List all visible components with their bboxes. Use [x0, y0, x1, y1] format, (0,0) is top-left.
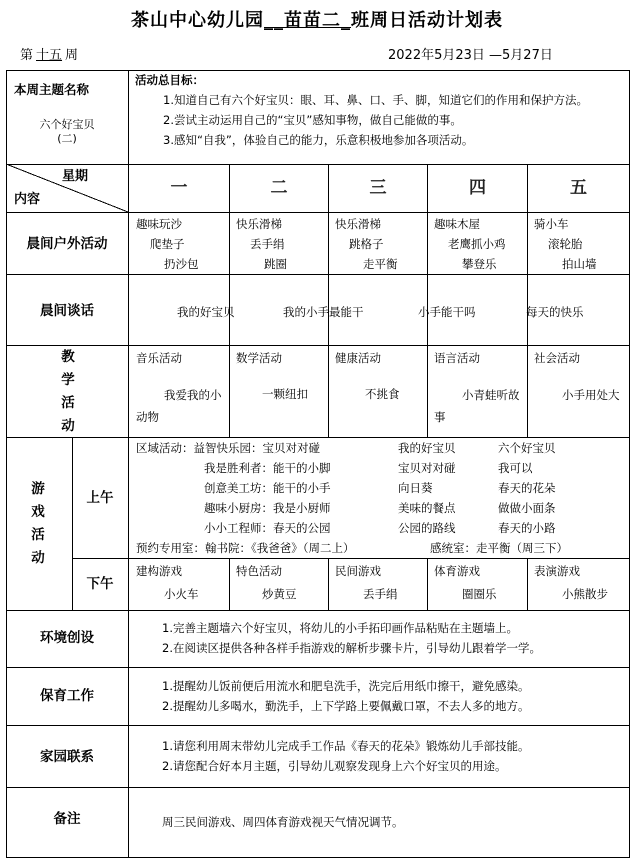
talk-item-3: 小手能干吗 [418, 305, 476, 319]
am-reserve-room: 预约专用室：翰书院：《我爸爸》（周二上） [136, 541, 355, 555]
day-fri: 五 [570, 178, 587, 198]
am-row-4-col-1: 趣味小厨房：我是小厨师 [204, 501, 331, 515]
environment-label: 环境创设 [40, 630, 94, 646]
home-text: 1.请您利用周末带幼儿完成手工作品《春天的花朵》锻炼幼儿手部技能。 2.请您配合好本月主题，引导幼儿观察发现身上六个好宝贝的用途。 [162, 739, 530, 773]
pm-thu: 体育游戏 圈圈乐 [434, 564, 497, 601]
teaching-thu: 语言活动 小青蛙听故事 [434, 351, 520, 424]
outdoor-fri: 骑小车 滚轮胎 拍山墙 [534, 217, 597, 271]
talk-item-1: 我的好宝贝 [177, 305, 235, 319]
day-tue: 二 [270, 178, 288, 198]
am-row-1-col-3: 六个好宝贝 [498, 441, 556, 455]
am-row-3-col-1: 创意美工坊：能干的小手 [204, 481, 331, 495]
am-row-3-col-2: 向日葵 [398, 481, 433, 495]
date-range: 2022年5月23日 —5月27日 [388, 48, 553, 63]
outdoor-thu: 趣味木屋 老鹰抓小鸡 攀登乐 [434, 217, 506, 271]
theme-name: 六个好宝贝 (二) [39, 118, 95, 145]
pm-fri: 表演游戏 小熊散步 [534, 564, 608, 601]
care-label: 保育工作 [40, 688, 94, 704]
am-row-4-col-3: 做做小面条 [498, 501, 556, 515]
day-thu: 四 [469, 178, 486, 198]
teaching-wed: 健康活动 不挑食 [335, 351, 400, 401]
outdoor-wed: 快乐滑梯 跳格子 走平衡 [335, 217, 398, 271]
goals-label: 活动总目标： [135, 73, 204, 87]
am-row-5-col-1: 小小工程师：春天的公园 [204, 521, 331, 535]
outdoor-tue: 快乐滑梯 丢手绢 跳圈 [236, 217, 287, 271]
am-row-5-col-3: 春天的小路 [498, 521, 556, 535]
pm-tue: 特色活动 炒黄豆 [236, 564, 297, 601]
talk-item-4: 每天的快乐 [526, 305, 584, 319]
week-number: 第 十五 周 [20, 48, 79, 63]
am-row-2-col-3: 我可以 [498, 461, 533, 475]
day-mon: 一 [170, 178, 188, 198]
am-row-1-col-1: 区域活动：益智快乐园：宝贝对对碰 [136, 441, 320, 455]
theme-goals [135, 70, 625, 150]
am-row-2-col-2: 宝贝对对碰 [398, 461, 456, 475]
environment-text: 1.完善主题墙六个好宝贝，将幼儿的小手拓印画作品粘贴在主题墙上。 2.在阅读区提供各种各样手指游戏的解析步骤卡片，引导幼儿跟着学一学。 [162, 621, 541, 655]
teaching-mon: 音乐活动 我爱我的小动物 [136, 351, 222, 424]
page-title: 茶山中心幼儿园__苗苗二_班周日活动计划表 [131, 10, 503, 31]
am-row-4-col-2: 美味的餐点 [398, 501, 456, 515]
care-text: 1.提醒幼儿饭前便后用流水和肥皂洗手，洗完后用纸巾擦干，避免感染。 2.提醒幼儿多喝水，勤洗手，上下学路上要佩戴口罩，不去人多的地方。 [162, 679, 530, 713]
class-name: 苗苗二 [284, 10, 341, 31]
pm-wed: 民间游戏 丢手绢 [335, 564, 398, 601]
teaching-label: 教 学 活 动 [61, 349, 75, 434]
am-sense-room: 感统室：走平衡（周三下） [430, 541, 568, 555]
pm-mon: 建构游戏 小火车 [136, 564, 199, 601]
home-label: 家园联系 [40, 749, 94, 765]
am-row-1-col-2: 我的好宝贝 [398, 441, 456, 455]
weekday-label: 星期 [62, 169, 89, 184]
games-label: 游 戏 活 动 [31, 481, 45, 566]
morning-outdoor-label: 晨间户外活动 [26, 236, 108, 252]
teaching-tue: 数学活动 一颗纽扣 [236, 351, 308, 401]
pm-label: 下午 [86, 576, 114, 592]
goal-2: 2.尝试主动运用自己的“宝贝”感知事物，做自己能做的事。 [163, 113, 462, 127]
morning-talk-label: 晨间谈话 [40, 303, 94, 319]
goal-1: 1.知道自己有六个好宝贝：眼、耳、鼻、口、手、脚，知道它们的作用和保护方法。 [163, 93, 588, 107]
notes-text: 周三民间游戏、周四体育游戏视天气情况调节。 [162, 815, 404, 829]
talk-item-2: 我的小手最能干 [283, 305, 364, 319]
am-row-2-col-1: 我是胜利者：能干的小脚 [204, 461, 331, 475]
am-row-5-col-2: 公园的路线 [398, 521, 456, 535]
theme-label: 本周主题名称 [14, 82, 90, 97]
am-label: 上午 [86, 490, 114, 506]
notes-label: 备注 [53, 811, 81, 827]
day-wed: 三 [369, 178, 387, 198]
teaching-fri: 社会活动 小手用处大 [534, 351, 620, 402]
goal-3: 3.感知“自我”，体验自己的能力，乐意积极地参加各项活动。 [163, 133, 474, 147]
outdoor-mon: 趣味玩沙 爬垫子 扔沙包 [136, 217, 199, 271]
content-label: 内容 [14, 192, 41, 207]
am-row-3-col-3: 春天的花朵 [498, 481, 556, 495]
